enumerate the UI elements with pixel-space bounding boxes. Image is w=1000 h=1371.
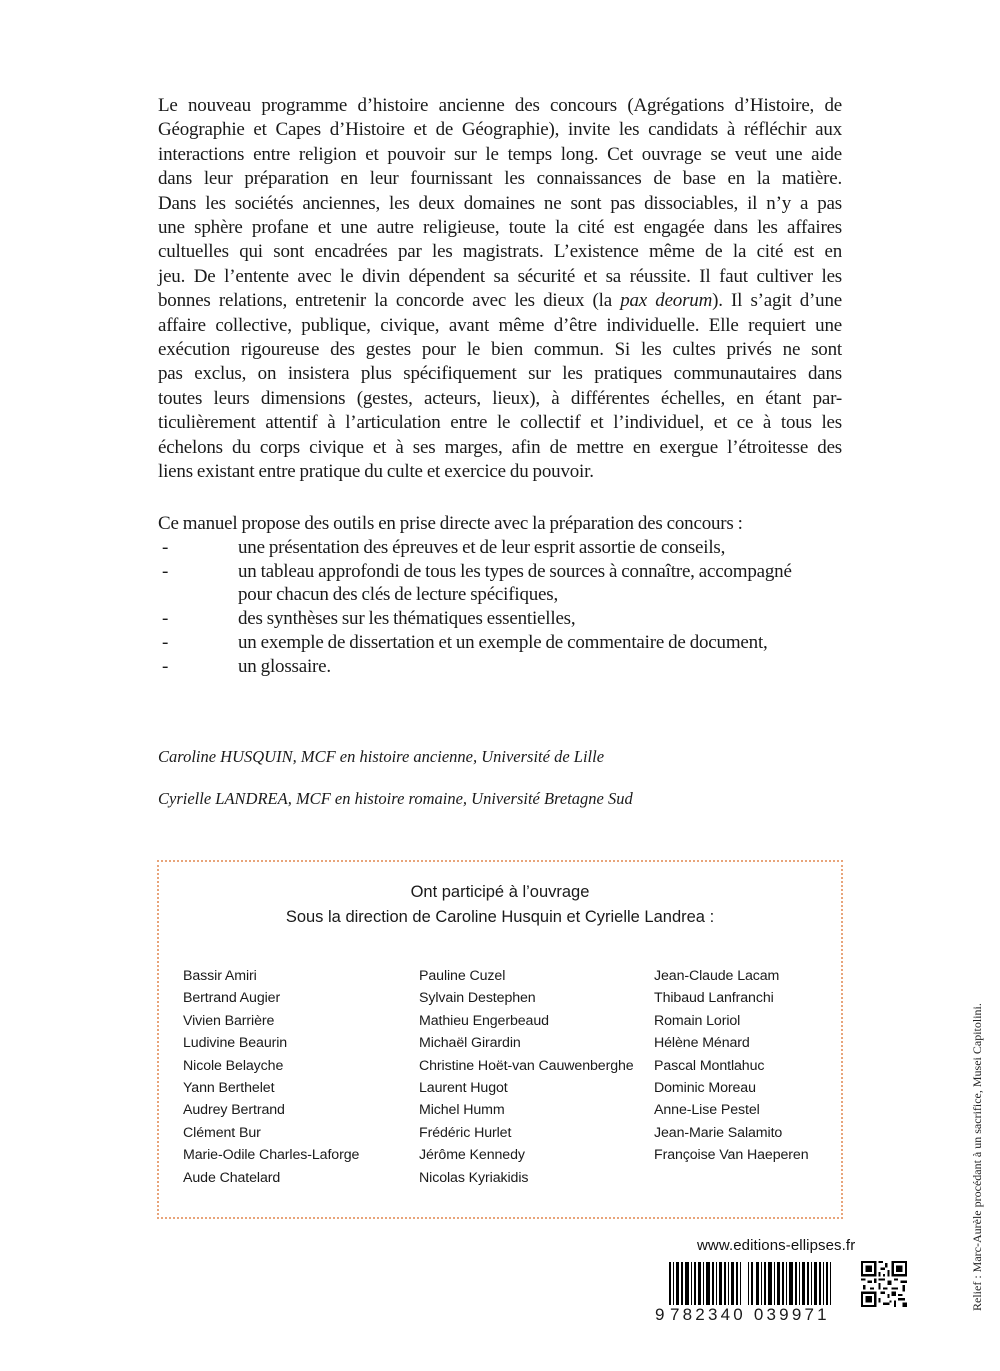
contributors-title: Ont participé à l’ouvrage: [410, 883, 590, 901]
qr-code-pattern: [861, 1261, 907, 1307]
contributor-name: Hélène Ménard: [654, 1035, 750, 1052]
contributor-name: Pauline Cuzel: [419, 968, 506, 984]
intro-line: liens existant entre pratique du culte et exercice du pouvoir.: [158, 461, 594, 483]
dash-bullet: -: [162, 655, 169, 677]
isbn-lead-digit: 9: [655, 1305, 665, 1324]
intro-line: dans leur préparation en leur fournissant les connaissances de base en la matière.: [158, 168, 842, 190]
list-item: [158, 655, 848, 679]
contributor-name: Clément Bur: [183, 1124, 261, 1141]
intro-line: Le nouveau programme d’histoire ancienne des concours (Agrégations d’Histoire, de: [158, 95, 842, 116]
intro-line: Dans les sociétés anciennes, les deux domaines ne sont pas dissociables, il n’y a pas: [158, 192, 842, 214]
intro-line: toutes leurs dimensions (gestes, acteurs, lieux), à différentes échelles, en étant par-: [158, 387, 842, 409]
intro-line: échelons du corps civique et à ses marges, afin de mettre en exergue l’étroitesse des: [158, 436, 842, 458]
contributor-name: Pascal Montlahuc: [654, 1057, 765, 1074]
intro-line: cultuelles qui sont encadrées par les magistrats. L’existence même de la cité est en: [158, 241, 842, 263]
author-landrea: Cyrielle LANDREA, MCF en histoire romaine, Université Bretagne Sud: [158, 789, 633, 808]
intro-line: interactions entre religion et pouvoir sur le temps long. Cet ouvrage se veut une aide: [158, 143, 842, 165]
list-item-text: pour chacun des clés de lecture spécifiques,: [238, 584, 559, 606]
list-item-text: une présentation des épreuves et de leur esprit assortie de conseils,: [238, 536, 726, 558]
intro-line: Géographie et Capes d’Histoire et de Géographie), invite les candidats à réfléchir aux: [158, 119, 842, 141]
contributor-name: Ludivine Beaurin: [183, 1035, 288, 1052]
contributor-name: Thibaud Lanfranchi: [654, 990, 774, 1007]
contributors-column-2: [419, 965, 634, 1189]
contributor-name: Aude Chatelard: [183, 1169, 281, 1186]
contributor-name: Anne-Lise Pestel: [654, 1102, 760, 1119]
image-credit: Relief : Marc-Aurèle procédant à un sacrifice, Musei Capitolini.: [970, 1003, 984, 1311]
contributor-name: Yann Berthelet: [183, 1080, 275, 1097]
intro-line: jeu. De l’entente avec le divin dépendent sa sécurité et sa réussite. Il faut cultiver les: [158, 265, 842, 287]
contributor-name: Christine Hoët-van Cauwenberghe: [419, 1057, 634, 1074]
intro-line-pax-deorum: [158, 289, 842, 313]
latin-term: pax deorum: [620, 290, 713, 312]
contributor-name: Nicole Belayche: [183, 1057, 284, 1074]
intro-line: une sphère profane et une autre religieuse, toute la cité est engagée dans les affaires: [158, 217, 842, 239]
barcode-icon: [655, 1262, 847, 1324]
list-item-text: un glossaire.: [238, 655, 331, 677]
intro-line: ticulièrement attentif à l’articulation entre le collectif et l’individuel, et ce à tous les: [158, 412, 842, 434]
list-item-text: des synthèses sur les thématiques essentielles,: [238, 608, 576, 630]
contributor-name: Michel Humm: [419, 1102, 505, 1119]
contributor-name: Mathieu Engerbeaud: [419, 1012, 549, 1029]
contributor-name: Marie-Odile Charles-Laforge: [183, 1147, 360, 1164]
tools-list: [158, 536, 848, 679]
contributor-name: Audrey Bertrand: [183, 1102, 285, 1119]
contributors-column-3: [654, 965, 808, 1167]
list-item-text: un tableau approfondi de tous les types de sources à connaître, accompagné: [238, 560, 792, 582]
author-husquin: Caroline HUSQUIN, MCF en histoire ancienne, Université de Lille: [158, 747, 605, 766]
publisher-website-link[interactable]: www.editions-ellipses.fr: [697, 1237, 856, 1254]
contributor-name: Sylvain Destephen: [419, 990, 536, 1007]
contributors-subtitle: Sous la direction de Caroline Husquin et Cyrielle Landrea :: [285, 907, 715, 926]
contributor-name: Françoise Van Haeperen: [654, 1147, 809, 1164]
contributor-name: Bertrand Augier: [183, 990, 281, 1007]
contributor-name: Jean-Claude Lacam: [654, 968, 780, 984]
contributor-name: Jean-Marie Salamito: [654, 1124, 783, 1141]
intro-line: pas exclus, on insistera plus spécifiquement sur les pratiques communautaires dans: [158, 363, 842, 385]
contributor-name: Michaël Girardin: [419, 1035, 521, 1052]
contributors-box: [157, 860, 843, 1219]
dash-bullet: -: [162, 631, 169, 653]
qr-code-icon[interactable]: [861, 1261, 907, 1307]
contributor-name: Laurent Hugot: [419, 1080, 508, 1097]
dash-bullet: -: [162, 560, 169, 582]
contributor-name: Jérôme Kennedy: [419, 1147, 525, 1164]
isbn-digits: 782340 039971: [670, 1305, 830, 1324]
authors-block: [158, 746, 633, 830]
tools-section: [158, 512, 848, 679]
intro-text: bonnes relations, entretenir la concorde avec les dieux (la: [158, 290, 621, 312]
list-item-text: un exemple de dissertation et un exemple de commentaire de document,: [238, 631, 768, 653]
intro-line: affaire collective, publique, civique, avant même d’être individuelle. Elle requiert une: [158, 314, 842, 336]
list-item: [158, 536, 848, 560]
list-item: [158, 631, 848, 655]
contributors-columns: [183, 965, 843, 1195]
contributors-column-1: [183, 965, 359, 1189]
list-item: [158, 560, 848, 608]
dash-bullet: -: [162, 608, 169, 630]
dash-bullet: -: [162, 536, 169, 558]
contributor-name: Romain Loriol: [654, 1012, 741, 1029]
contributor-name: Bassir Amiri: [183, 968, 257, 984]
list-item: [158, 607, 848, 631]
intro-text: ). Il s’agit d’une: [712, 290, 842, 312]
intro-paragraph: [158, 94, 842, 485]
intro-line: exécution rigoureuse des gestes pour le bien commun. Si les cultes privés ne sont: [158, 339, 842, 361]
contributor-name: Nicolas Kyriakidis: [419, 1169, 529, 1186]
contributor-name: Dominic Moreau: [654, 1080, 756, 1097]
contributor-name: Vivien Barrière: [183, 1012, 275, 1029]
contributor-name: Frédéric Hurlet: [419, 1124, 512, 1141]
contributors-heading: [159, 880, 841, 929]
tools-lead: Ce manuel propose des outils en prise directe avec la préparation des concours :: [158, 513, 743, 534]
